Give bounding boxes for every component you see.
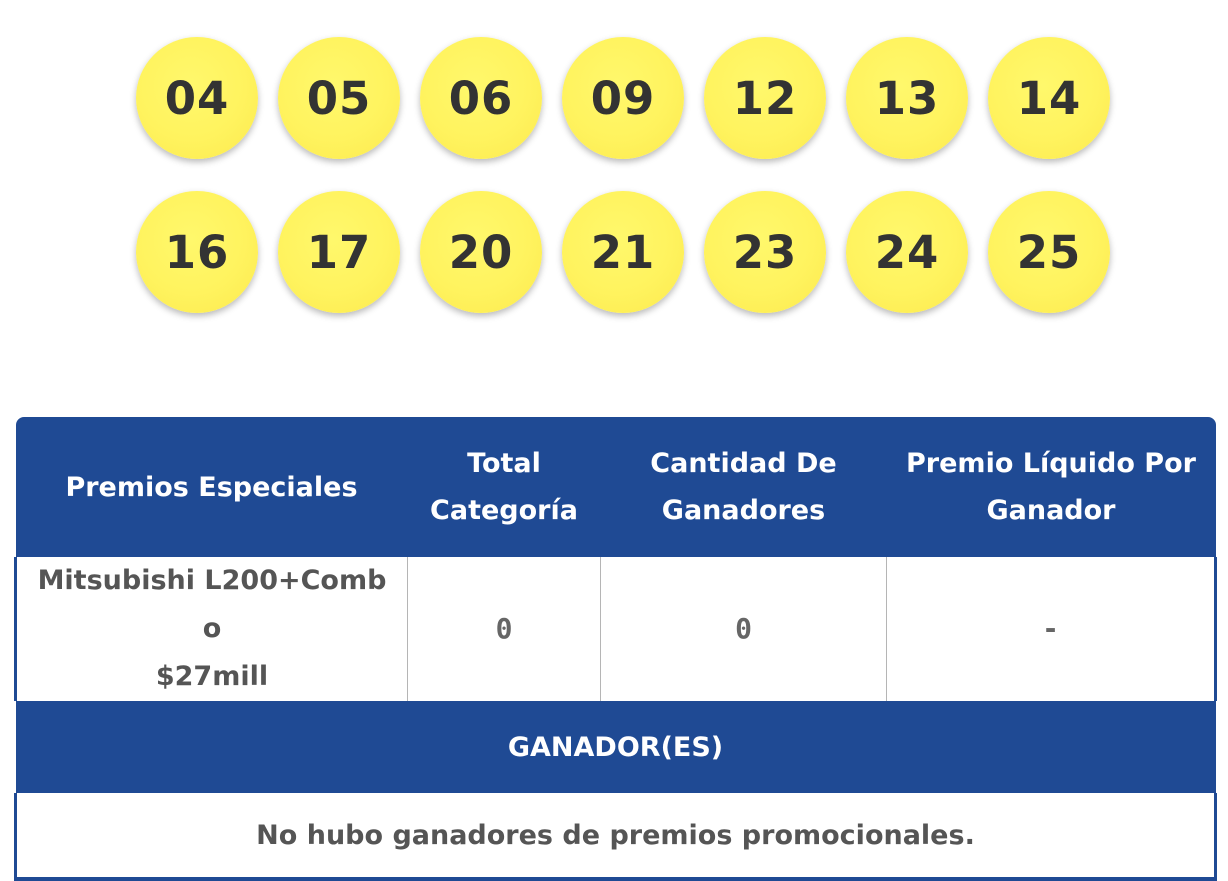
header-cantidad-ganadores (601, 417, 887, 557)
number-ball: 04 (136, 37, 258, 159)
number-ball: 06 (420, 37, 542, 159)
header-premios-especiales (16, 417, 408, 557)
number-ball: 16 (136, 191, 258, 313)
winners-title: GANADOR(ES) (16, 701, 1216, 793)
number-ball: 21 (562, 191, 684, 313)
number-ball: 13 (846, 37, 968, 159)
winners-header-row (16, 701, 1216, 793)
premio-liquido-cell: - (887, 557, 1216, 701)
table-row (16, 557, 1216, 701)
prize-name-line: Mitsubishi L200+Comb o (37, 565, 387, 644)
table-header-row (16, 417, 1216, 557)
cantidad-ganadores-cell: 0 (601, 557, 887, 701)
header-premio-liquido (887, 417, 1216, 557)
header-label-line: Categoría (430, 495, 578, 526)
header-label-line: Total (467, 448, 541, 479)
prize-name-line: $27mill (155, 661, 269, 692)
number-ball: 12 (704, 37, 826, 159)
number-ball: 14 (988, 37, 1110, 159)
header-label-line: Ganadores (661, 495, 826, 526)
winners-message: No hubo ganadores de premios promocionales. (16, 793, 1216, 879)
total-categoria-cell: 0 (408, 557, 601, 701)
winners-message-row (16, 793, 1216, 879)
number-ball: 24 (846, 191, 968, 313)
number-ball: 05 (278, 37, 400, 159)
number-ball: 09 (562, 37, 684, 159)
drawn-numbers (136, 37, 1116, 313)
prize-name-cell (16, 557, 408, 701)
number-ball: 25 (988, 191, 1110, 313)
number-ball: 17 (278, 191, 400, 313)
header-label-line: Ganador (986, 495, 1116, 526)
header-total-categoria (408, 417, 601, 557)
header-label-line: Cantidad De (650, 448, 837, 479)
number-ball: 23 (704, 191, 826, 313)
header-label-line: Premio Líquido Por (906, 448, 1196, 479)
special-prizes-table (14, 417, 1217, 881)
number-ball: 20 (420, 191, 542, 313)
header-label: Premios Especiales (65, 471, 358, 503)
